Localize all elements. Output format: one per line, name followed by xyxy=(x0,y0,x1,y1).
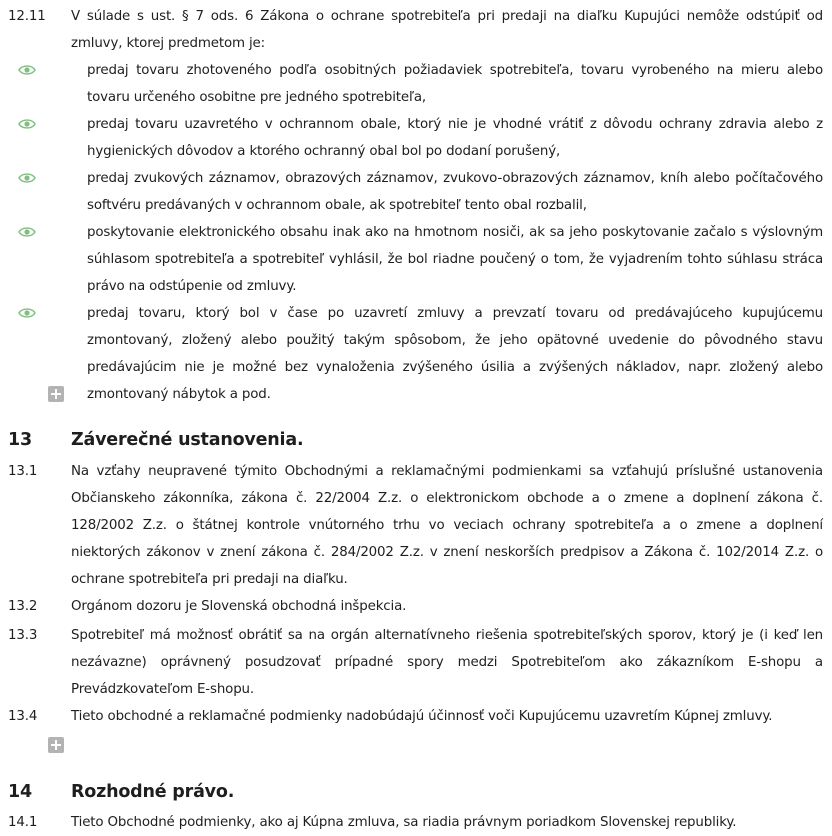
list-item-text: poskytovanie elektronického obsahu inak ako na hmotnom nosiči, ak sa jeho poskytovanie začalo s výslovným súhlasom spotrebiteľa a spotrebiteľ vyhlásil, že bol riadne poučený o tom, že vyjadrením tohto súhlasu stráca právo na odstúpenie od zmluvy. xyxy=(87,225,823,294)
eye-icon xyxy=(18,64,36,76)
clause-13-2 xyxy=(0,593,832,620)
clause-text: Tieto obchodné a reklamačné podmienky nadobúdajú účinnosť voči Kupujúcemu uzavretím Kúpnej zmluvy. xyxy=(71,709,773,724)
eye-icon xyxy=(18,307,36,319)
eye-icon xyxy=(18,226,36,238)
list-item-text: predaj tovaru uzavretého v ochrannom obale, ktorý nie je vhodné vrátiť z dôvodu ochrany zdravia alebo z hygienických dôvodov a ktorého ochranný obal bol po dodaní porušený, xyxy=(87,117,823,159)
section-number: 13 xyxy=(8,430,32,450)
clause-text: Spotrebiteľ má možnosť obrátiť sa na orgán alternatívneho riešenia spotrebiteľských sporov, ktorý je (i keď len nezávazne) oprávnený posudzovať prípadné spory medzi Spotrebiteľom ako zákazníkom E-shopu a Prevádzkovateľom E-shopu. xyxy=(71,628,823,697)
section-title: Rozhodné právo. xyxy=(71,782,235,802)
clause-number: 13.1 xyxy=(8,464,38,479)
section-number: 14 xyxy=(8,782,32,802)
expand-plus-icon[interactable] xyxy=(48,737,64,753)
list-item xyxy=(0,300,832,402)
clause-13-4 xyxy=(0,703,832,730)
clause-number: 13.2 xyxy=(8,599,38,614)
clause-number: 14.1 xyxy=(8,815,38,830)
clause-13-3 xyxy=(0,622,832,703)
section-title: Záverečné ustanovenia. xyxy=(71,430,304,450)
eye-icon xyxy=(18,172,36,184)
clause-text: Tieto Obchodné podmienky, ako aj Kúpna zmluva, sa riadia právnym poriadkom Slovenskej republiky. xyxy=(71,815,737,830)
clause-text: Na vzťahy neupravené týmito Obchodnými a reklamačnými podmienkami sa vzťahujú príslušné ustanovenia Občianskeho zákonníka, zákona č. 22/2004 Z.z. o elektronickom obchode a o zmene a doplnení zákona č. 128/2002 Z.z. o štátnej kontrole vnútorného trhu vo veciach ochrany spotrebiteľa a o zmene a doplnení niektorých zákonov v znení zákona č. 284/2002 Z.z. v znení neskorších predpisov a Zákona č. 102/2014 Z.z. o ochrane spotrebiteľa pri predaji na diaľku. xyxy=(71,464,823,587)
list-item-text: predaj tovaru zhotoveného podľa osobitných požiadaviek spotrebiteľa, tovaru vyrobeného na mieru alebo tovaru určeného osobitne pre jedného spotrebiteľa, xyxy=(87,63,823,105)
list-item xyxy=(0,219,832,300)
clause-12-11 xyxy=(0,3,832,57)
list-item xyxy=(0,111,832,165)
list-item xyxy=(0,165,832,219)
clause-number: 13.4 xyxy=(8,709,38,724)
expand-plus-icon[interactable] xyxy=(48,386,64,402)
eye-icon xyxy=(18,118,36,130)
clause-text: Orgánom dozoru je Slovenská obchodná inšpekcia. xyxy=(71,599,407,614)
clause-number: 13.3 xyxy=(8,628,38,643)
list-item-text: predaj zvukových záznamov, obrazových záznamov, zvukovo-obrazových záznamov, kníh alebo počítačového softvéru predávaných v ochrannom obale, ak spotrebiteľ tento obal rozbalil, xyxy=(87,171,823,213)
list-item xyxy=(0,57,832,111)
clause-14-1 xyxy=(0,809,832,834)
list-item-text: predaj tovaru, ktorý bol v čase po uzavretí zmluvy a prevzatí tovaru od predávajúceho kupujúcemu zmontovaný, zložený alebo použitý takým spôsobom, že jeho opätovné uvedenie do pôvodného stavu predávajúcim nie je možné bez vynaloženia zvýšeného úsilia a zvýšených nákladov, napr. zložený alebo zmontovaný nábytok a pod. xyxy=(87,306,823,402)
clause-text: V súlade s ust. § 7 ods. 6 Zákona o ochrane spotrebiteľa pri predaji na diaľku Kupujúci nemôže odstúpiť od zmluvy, ktorej predmetom je: xyxy=(71,9,823,51)
clause-number: 12.11 xyxy=(8,9,46,24)
clause-13-1 xyxy=(0,458,832,593)
